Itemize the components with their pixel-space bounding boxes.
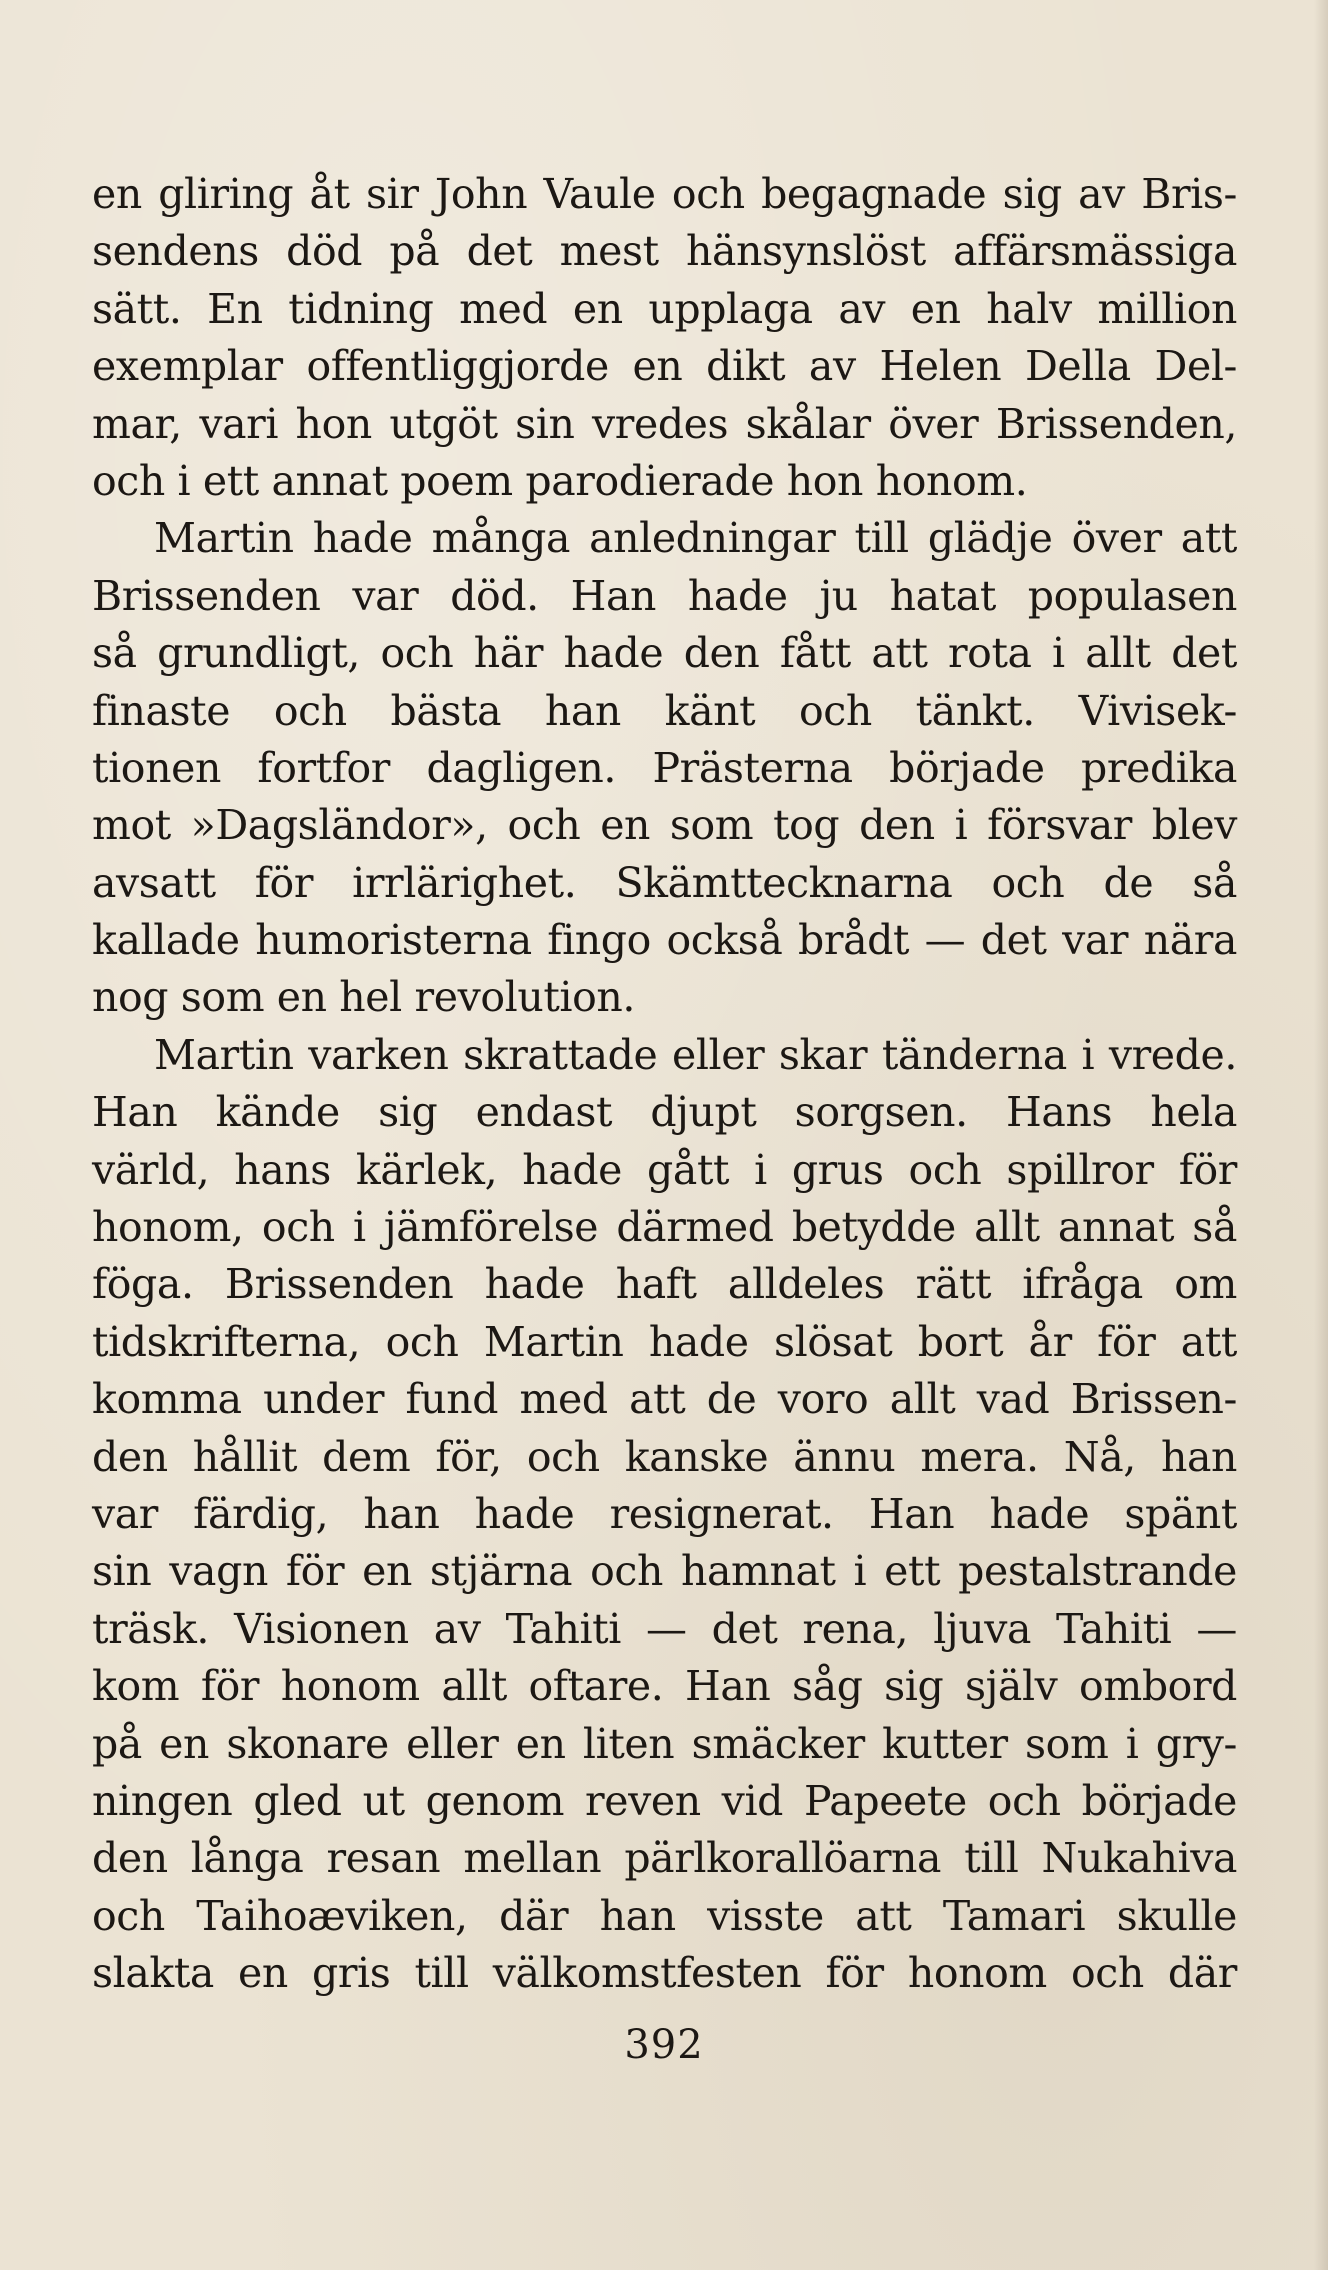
text-line: och i ett annat poem parodierade hon honom. (92, 456, 1028, 505)
text-line: komma under fund med att de voro allt vad Brissen- (92, 1375, 1237, 1424)
text-line: föga. Brissenden hade haft alldeles rätt ifråga om (92, 1260, 1237, 1309)
text-line: Martin varken skrattade eller skar tänderna i vrede. (154, 1030, 1237, 1079)
text-line: den hållit dem för, och kanske ännu mera. Nå, han (92, 1432, 1237, 1481)
page-number: 392 (624, 2022, 704, 2068)
text-line: mot »Dagsländor», och en som tog den i försvar blev (92, 801, 1237, 850)
text-line: ningen gled ut genom reven vid Papeete och började (92, 1776, 1237, 1825)
body-text (92, 166, 1237, 2003)
paragraph-3 (92, 1027, 1237, 2003)
text-line: kom för honom allt oftare. Han såg sig själv ombord (92, 1662, 1237, 1711)
paragraph-1 (92, 166, 1237, 510)
text-line: Martin hade många anledningar till glädje över att (154, 514, 1237, 563)
text-line: sätt. En tidning med en upplaga av en halv million (92, 284, 1237, 333)
text-line: Han kände sig endast djupt sorgsen. Hans hela (92, 1088, 1237, 1137)
text-line: sendens död på det mest hänsynslöst affärsmässiga (92, 227, 1237, 276)
text-line: tidskrifterna, och Martin hade slösat bort år för att (92, 1317, 1237, 1366)
text-line: tionen fortfor dagligen. Prästerna började predika (92, 743, 1237, 792)
text-line: honom, och i jämförelse därmed betydde allt annat så (92, 1203, 1237, 1252)
text-line: den långa resan mellan pärlkorallöarna till Nukahiva (92, 1834, 1237, 1883)
text-line: träsk. Visionen av Tahiti — det rena, ljuva Tahiti — (92, 1604, 1237, 1653)
text-line: avsatt för irrlärighet. Skämttecknarna och de så (92, 858, 1237, 907)
text-line: Brissenden var död. Han hade ju hatat populasen (92, 571, 1237, 620)
text-line: finaste och bästa han känt och tänkt. Vivisek- (92, 686, 1237, 735)
text-line: kallade humoristerna fingo också brådt — det var nära (92, 916, 1237, 965)
text-line: slakta en gris till välkomstfesten för honom och där (92, 1949, 1237, 1998)
text-line: mar, vari hon utgöt sin vredes skålar över Brissenden, (92, 399, 1237, 448)
text-line: var färdig, han hade resignerat. Han hade spänt (92, 1489, 1237, 1538)
paragraph-2 (92, 510, 1237, 1027)
text-line: en gliring åt sir John Vaule och begagnade sig av Bris- (92, 170, 1237, 218)
text-line: nog som en hel revolution. (92, 973, 636, 1022)
text-line: på en skonare eller en liten smäcker kutter som i gry- (92, 1719, 1237, 1768)
text-line: exemplar offentliggjorde en dikt av Helen Della Del- (92, 342, 1237, 391)
text-line: sin vagn för en stjärna och hamnat i ett pestalstrande (92, 1547, 1237, 1596)
text-line: värld, hans kärlek, hade gått i grus och spillror för (92, 1145, 1237, 1194)
text-line: så grundligt, och här hade den fått att rota i allt det (92, 629, 1237, 678)
text-line: och Taihoæviken, där han visste att Tamari skulle (92, 1891, 1237, 1940)
